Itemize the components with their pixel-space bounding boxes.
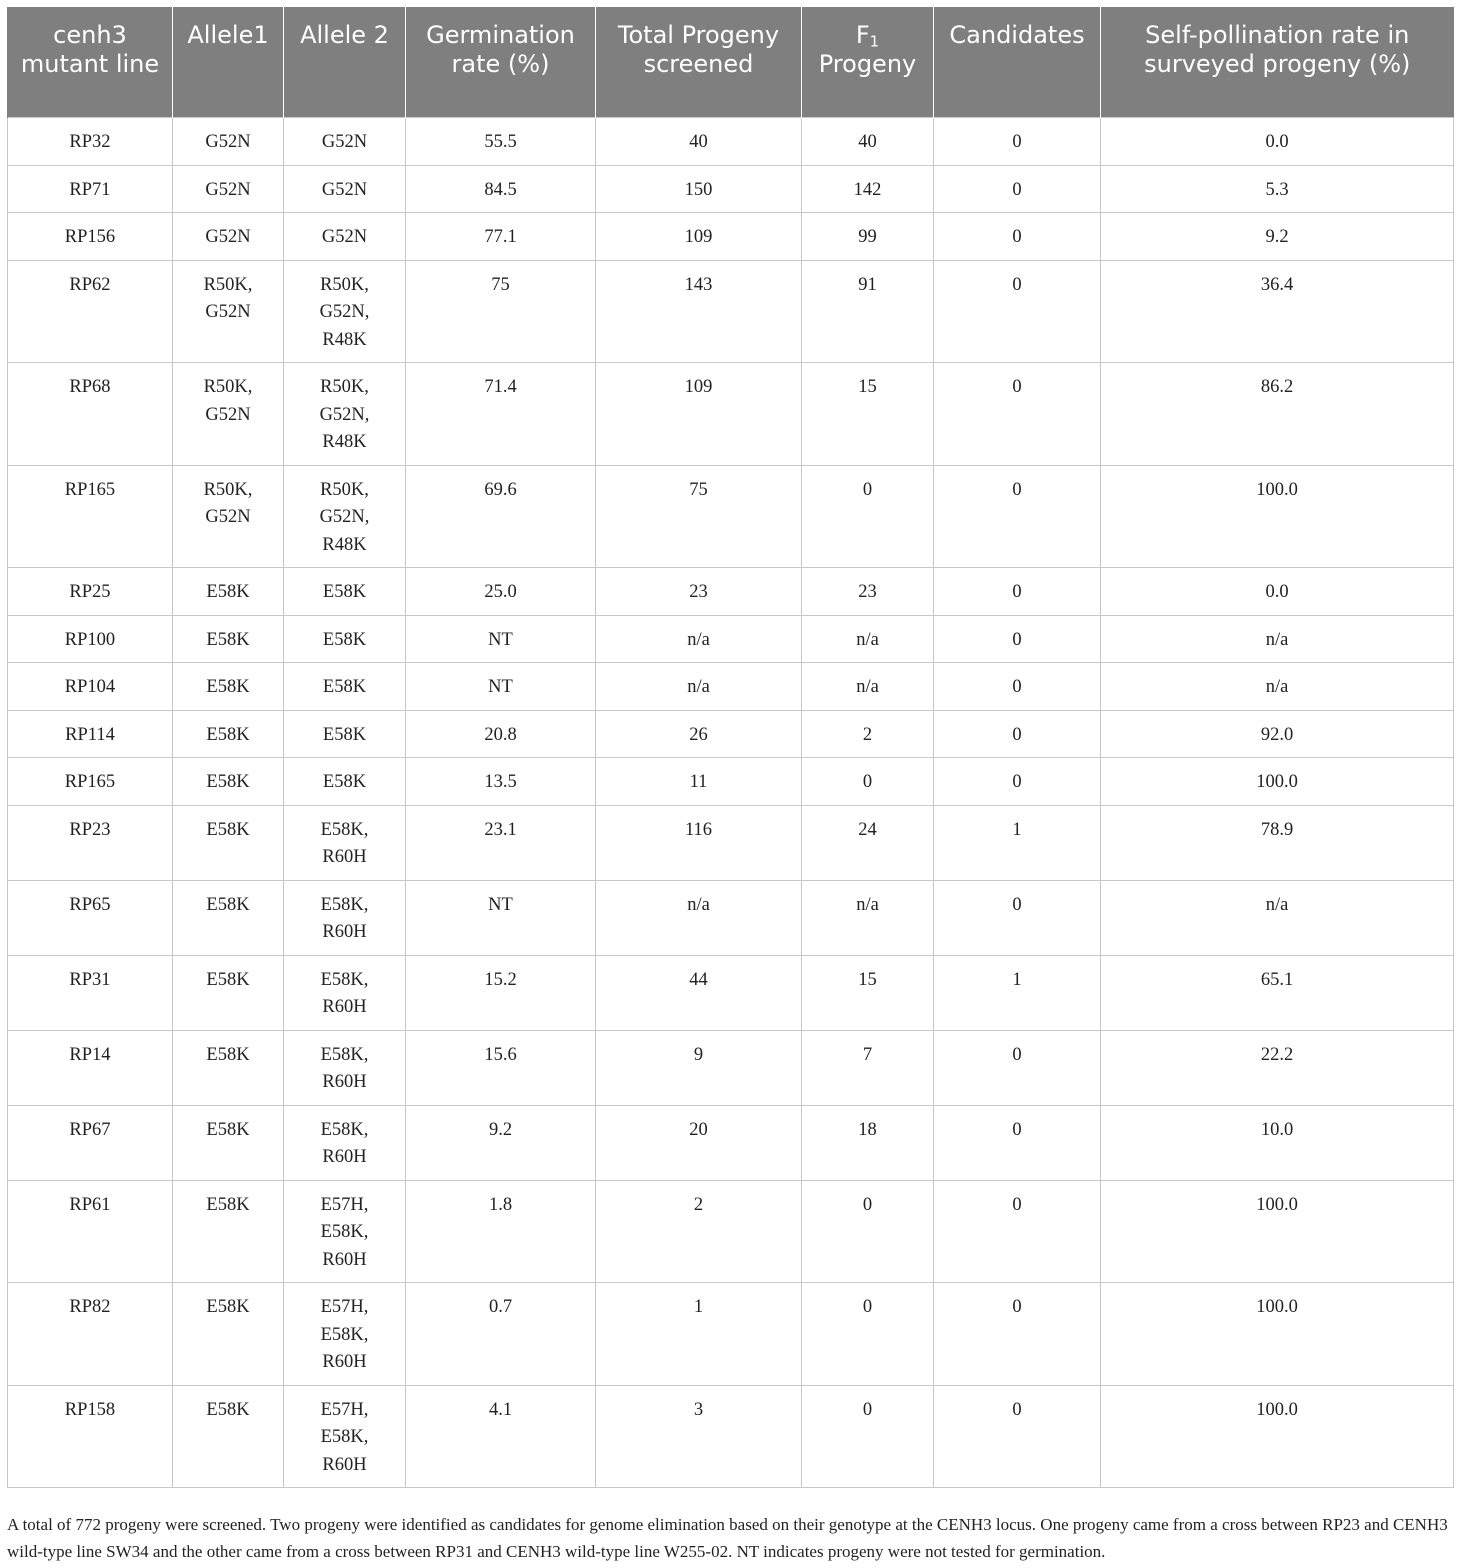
table-row xyxy=(8,568,1454,616)
cell-f1-progeny: 40 xyxy=(802,118,934,166)
cell-allele1: R50K, G52N xyxy=(173,363,284,466)
cell-self-pollination-rate: 22.2 xyxy=(1101,1030,1454,1105)
cell-self-pollination-rate: 92.0 xyxy=(1101,710,1454,758)
table-container xyxy=(7,7,1453,1488)
cell-allele2: E58K, R60H xyxy=(284,1105,406,1180)
cell-germination-rate: 75 xyxy=(406,260,596,363)
cell-total-progeny: 20 xyxy=(596,1105,802,1180)
cell-candidates: 0 xyxy=(934,880,1101,955)
cell-self-pollination-rate: 10.0 xyxy=(1101,1105,1454,1180)
cell-germination-rate: 69.6 xyxy=(406,465,596,568)
header-mutant-line: cenh3 mutant line xyxy=(8,7,173,118)
cell-germination-rate: 4.1 xyxy=(406,1385,596,1488)
cell-self-pollination-rate: 86.2 xyxy=(1101,363,1454,466)
cell-allele1: R50K, G52N xyxy=(173,260,284,363)
header-f1-letter: F xyxy=(855,21,870,49)
cell-self-pollination-rate: 100.0 xyxy=(1101,1385,1454,1488)
cell-mutant-line: RP114 xyxy=(8,710,173,758)
cell-allele2: R50K, G52N, R48K xyxy=(284,363,406,466)
cell-candidates: 0 xyxy=(934,465,1101,568)
cell-f1-progeny: 142 xyxy=(802,165,934,213)
cell-total-progeny: 116 xyxy=(596,805,802,880)
table-row xyxy=(8,1385,1454,1488)
cell-candidates: 1 xyxy=(934,805,1101,880)
header-self-pollination: Self-pollination rate in surveyed progeny (%) xyxy=(1101,7,1454,118)
cell-germination-rate: 1.8 xyxy=(406,1180,596,1283)
cell-total-progeny: 1 xyxy=(596,1283,802,1386)
cell-total-progeny: n/a xyxy=(596,880,802,955)
cell-allele2: E58K, R60H xyxy=(284,1030,406,1105)
cell-mutant-line: RP14 xyxy=(8,1030,173,1105)
cell-allele1: E58K xyxy=(173,758,284,806)
table-row xyxy=(8,758,1454,806)
cell-total-progeny: 26 xyxy=(596,710,802,758)
cell-candidates: 0 xyxy=(934,1105,1101,1180)
cell-germination-rate: 13.5 xyxy=(406,758,596,806)
cell-mutant-line: RP100 xyxy=(8,615,173,663)
cell-mutant-line: RP62 xyxy=(8,260,173,363)
header-candidates: Candidates xyxy=(934,7,1101,118)
cell-allele1: G52N xyxy=(173,213,284,261)
cell-total-progeny: 2 xyxy=(596,1180,802,1283)
cell-total-progeny: 9 xyxy=(596,1030,802,1105)
table-row xyxy=(8,363,1454,466)
cell-allele1: E58K xyxy=(173,1385,284,1488)
cell-self-pollination-rate: 0.0 xyxy=(1101,118,1454,166)
cell-allele1: E58K xyxy=(173,1105,284,1180)
cell-allele2: R50K, G52N, R48K xyxy=(284,465,406,568)
cell-allele1: E58K xyxy=(173,1030,284,1105)
cell-total-progeny: 40 xyxy=(596,118,802,166)
cell-candidates: 0 xyxy=(934,758,1101,806)
table-row xyxy=(8,1283,1454,1386)
cell-mutant-line: RP156 xyxy=(8,213,173,261)
cell-mutant-line: RP23 xyxy=(8,805,173,880)
cell-f1-progeny: 15 xyxy=(802,955,934,1030)
cell-total-progeny: 75 xyxy=(596,465,802,568)
cell-candidates: 0 xyxy=(934,1283,1101,1386)
cell-allele2: E58K, R60H xyxy=(284,805,406,880)
cell-self-pollination-rate: 0.0 xyxy=(1101,568,1454,616)
cell-germination-rate: 84.5 xyxy=(406,165,596,213)
table-row xyxy=(8,465,1454,568)
cell-allele1: E58K xyxy=(173,880,284,955)
table-row xyxy=(8,260,1454,363)
cell-candidates: 0 xyxy=(934,663,1101,711)
cell-candidates: 0 xyxy=(934,1030,1101,1105)
cell-allele2: R50K, G52N, R48K xyxy=(284,260,406,363)
table-row xyxy=(8,880,1454,955)
cell-total-progeny: n/a xyxy=(596,663,802,711)
table-row xyxy=(8,663,1454,711)
cell-f1-progeny: 2 xyxy=(802,710,934,758)
cell-self-pollination-rate: 9.2 xyxy=(1101,213,1454,261)
table-row xyxy=(8,1180,1454,1283)
table-row xyxy=(8,615,1454,663)
cell-germination-rate: NT xyxy=(406,615,596,663)
cell-germination-rate: 55.5 xyxy=(406,118,596,166)
header-f1-subscript: 1 xyxy=(869,32,880,51)
cell-allele2: E58K xyxy=(284,758,406,806)
cell-mutant-line: RP25 xyxy=(8,568,173,616)
cell-germination-rate: 77.1 xyxy=(406,213,596,261)
header-f1-word: Progeny xyxy=(818,50,917,78)
cell-f1-progeny: 99 xyxy=(802,213,934,261)
cell-self-pollination-rate: 78.9 xyxy=(1101,805,1454,880)
table-row xyxy=(8,805,1454,880)
cell-mutant-line: RP82 xyxy=(8,1283,173,1386)
cell-f1-progeny: 91 xyxy=(802,260,934,363)
cell-f1-progeny: 24 xyxy=(802,805,934,880)
cell-mutant-line: RP32 xyxy=(8,118,173,166)
cell-allele2: E58K xyxy=(284,615,406,663)
cell-total-progeny: 109 xyxy=(596,213,802,261)
cell-candidates: 1 xyxy=(934,955,1101,1030)
table-row xyxy=(8,118,1454,166)
table-row xyxy=(8,213,1454,261)
cell-germination-rate: NT xyxy=(406,880,596,955)
cell-candidates: 0 xyxy=(934,363,1101,466)
cell-f1-progeny: 18 xyxy=(802,1105,934,1180)
cell-germination-rate: 71.4 xyxy=(406,363,596,466)
cell-f1-progeny: 15 xyxy=(802,363,934,466)
cell-allele2: G52N xyxy=(284,213,406,261)
cell-allele2: E58K xyxy=(284,663,406,711)
cell-self-pollination-rate: 5.3 xyxy=(1101,165,1454,213)
cell-total-progeny: 109 xyxy=(596,363,802,466)
cell-germination-rate: 9.2 xyxy=(406,1105,596,1180)
cell-germination-rate: 0.7 xyxy=(406,1283,596,1386)
header-row xyxy=(8,7,1454,118)
cell-candidates: 0 xyxy=(934,213,1101,261)
header-allele1: Allele1 xyxy=(173,7,284,118)
cell-f1-progeny: 0 xyxy=(802,465,934,568)
cell-f1-progeny: 0 xyxy=(802,1385,934,1488)
cell-allele2: G52N xyxy=(284,118,406,166)
cell-allele1: E58K xyxy=(173,663,284,711)
header-total-progeny: Total Progeny screened xyxy=(596,7,802,118)
cell-candidates: 0 xyxy=(934,118,1101,166)
cell-self-pollination-rate: n/a xyxy=(1101,880,1454,955)
cell-total-progeny: 3 xyxy=(596,1385,802,1488)
cell-f1-progeny: 0 xyxy=(802,758,934,806)
cell-allele2: E57H, E58K, R60H xyxy=(284,1283,406,1386)
table-body xyxy=(8,118,1454,1488)
cell-allele2: E57H, E58K, R60H xyxy=(284,1180,406,1283)
cell-mutant-line: RP165 xyxy=(8,465,173,568)
cell-f1-progeny: n/a xyxy=(802,880,934,955)
cell-allele2: G52N xyxy=(284,165,406,213)
cell-candidates: 0 xyxy=(934,260,1101,363)
cell-mutant-line: RP71 xyxy=(8,165,173,213)
cell-germination-rate: 25.0 xyxy=(406,568,596,616)
table-row xyxy=(8,1030,1454,1105)
cell-mutant-line: RP158 xyxy=(8,1385,173,1488)
cell-self-pollination-rate: 100.0 xyxy=(1101,1180,1454,1283)
cell-allele1: E58K xyxy=(173,1283,284,1386)
cell-germination-rate: 15.6 xyxy=(406,1030,596,1105)
cell-allele1: E58K xyxy=(173,1180,284,1283)
cell-f1-progeny: n/a xyxy=(802,615,934,663)
cell-f1-progeny: 7 xyxy=(802,1030,934,1105)
table-row xyxy=(8,955,1454,1030)
cell-candidates: 0 xyxy=(934,710,1101,758)
cell-allele1: E58K xyxy=(173,568,284,616)
progeny-table xyxy=(7,7,1454,1488)
header-allele2: Allele 2 xyxy=(284,7,406,118)
table-row xyxy=(8,710,1454,758)
cell-self-pollination-rate: n/a xyxy=(1101,663,1454,711)
cell-allele1: G52N xyxy=(173,165,284,213)
table-row xyxy=(8,165,1454,213)
cell-total-progeny: 150 xyxy=(596,165,802,213)
cell-mutant-line: RP61 xyxy=(8,1180,173,1283)
cell-total-progeny: n/a xyxy=(596,615,802,663)
cell-allele1: E58K xyxy=(173,615,284,663)
header-f1-progeny xyxy=(802,7,934,118)
cell-allele1: E58K xyxy=(173,955,284,1030)
cell-mutant-line: RP31 xyxy=(8,955,173,1030)
cell-candidates: 0 xyxy=(934,165,1101,213)
cell-mutant-line: RP68 xyxy=(8,363,173,466)
cell-mutant-line: RP104 xyxy=(8,663,173,711)
cell-self-pollination-rate: 100.0 xyxy=(1101,1283,1454,1386)
cell-mutant-line: RP67 xyxy=(8,1105,173,1180)
cell-germination-rate: 15.2 xyxy=(406,955,596,1030)
cell-germination-rate: 20.8 xyxy=(406,710,596,758)
cell-germination-rate: 23.1 xyxy=(406,805,596,880)
cell-candidates: 0 xyxy=(934,1385,1101,1488)
cell-allele2: E58K xyxy=(284,568,406,616)
cell-f1-progeny: 0 xyxy=(802,1283,934,1386)
cell-f1-progeny: 23 xyxy=(802,568,934,616)
cell-mutant-line: RP65 xyxy=(8,880,173,955)
cell-allele1: R50K, G52N xyxy=(173,465,284,568)
cell-allele2: E58K, R60H xyxy=(284,955,406,1030)
cell-total-progeny: 44 xyxy=(596,955,802,1030)
cell-allele1: E58K xyxy=(173,710,284,758)
cell-allele2: E58K, R60H xyxy=(284,880,406,955)
cell-total-progeny: 143 xyxy=(596,260,802,363)
cell-self-pollination-rate: 100.0 xyxy=(1101,758,1454,806)
cell-self-pollination-rate: n/a xyxy=(1101,615,1454,663)
cell-allele1: E58K xyxy=(173,805,284,880)
cell-candidates: 0 xyxy=(934,615,1101,663)
cell-total-progeny: 11 xyxy=(596,758,802,806)
cell-self-pollination-rate: 65.1 xyxy=(1101,955,1454,1030)
table-footnote: A total of 772 progeny were screened. Two progeny were identified as candidates for genome elimination based on their genotype at the CENH3 locus. One progeny came from a cross between RP23 and CENH3 wild-type line SW34 and the other came from a cross between RP31 and CENH3 wild-type line W255-02. NT indicates progeny were not tested for germination. xyxy=(7,1515,1448,1561)
cell-total-progeny: 23 xyxy=(596,568,802,616)
cell-f1-progeny: n/a xyxy=(802,663,934,711)
cell-candidates: 0 xyxy=(934,1180,1101,1283)
cell-f1-progeny: 0 xyxy=(802,1180,934,1283)
cell-allele2: E57H, E58K, R60H xyxy=(284,1385,406,1488)
table-row xyxy=(8,1105,1454,1180)
cell-mutant-line: RP165 xyxy=(8,758,173,806)
cell-self-pollination-rate: 36.4 xyxy=(1101,260,1454,363)
cell-germination-rate: NT xyxy=(406,663,596,711)
header-germination-rate: Germination rate (%) xyxy=(406,7,596,118)
cell-candidates: 0 xyxy=(934,568,1101,616)
cell-allele1: G52N xyxy=(173,118,284,166)
cell-self-pollination-rate: 100.0 xyxy=(1101,465,1454,568)
cell-allele2: E58K xyxy=(284,710,406,758)
